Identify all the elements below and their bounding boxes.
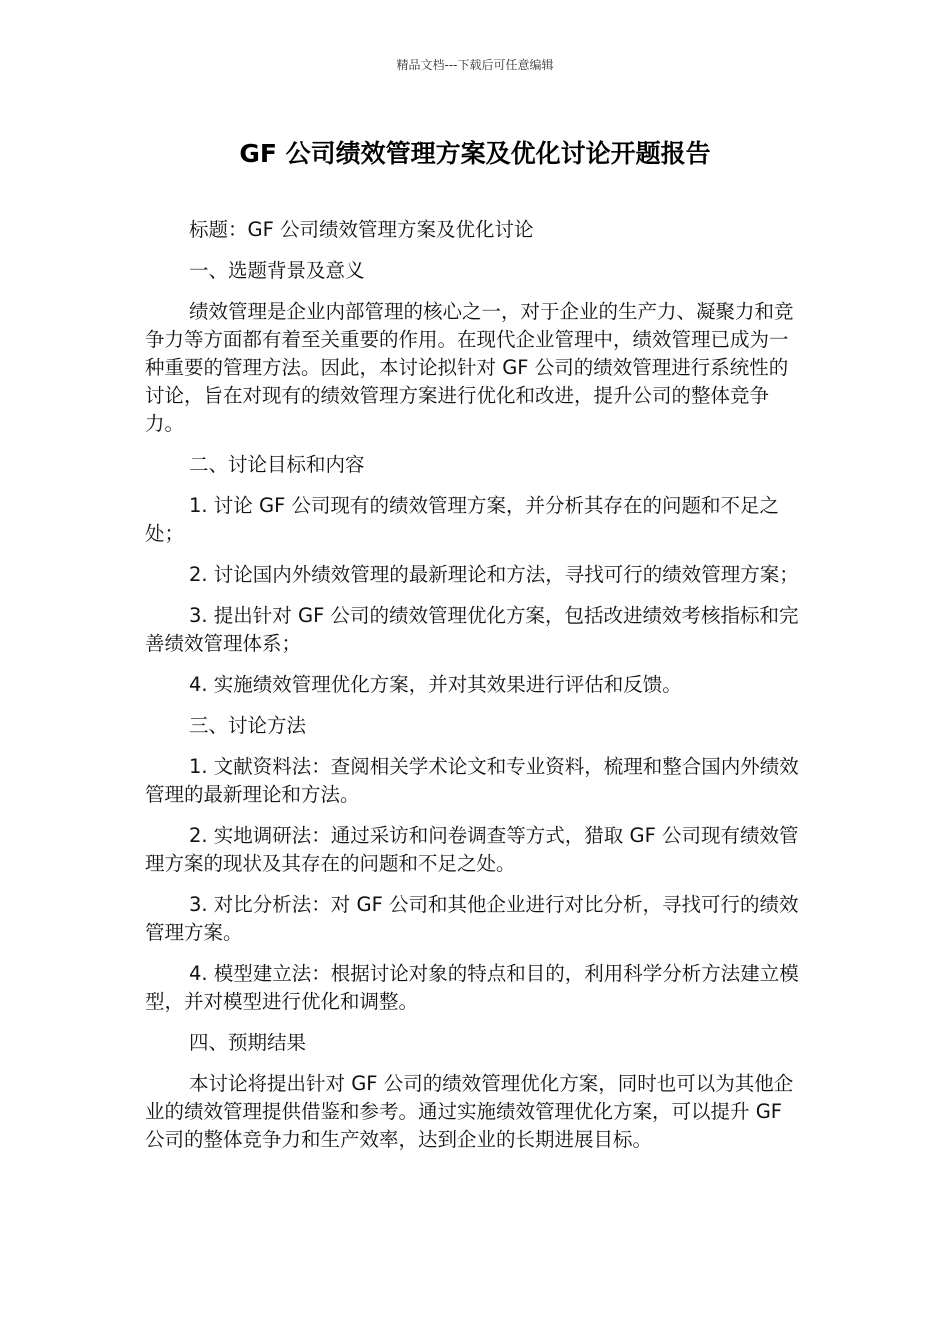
document-title: GF 公司绩效管理方案及优化讨论开题报告 <box>239 139 711 168</box>
section-heading-goals: 二、讨论目标和内容 <box>189 453 365 476</box>
goal-item-2: 2. 讨论国内外绩效管理的最新理论和方法，寻找可行的绩效管理方案； <box>189 563 799 586</box>
method-item-3: 3. 对比分析法：对 GF 公司和其他企业进行对比分析，寻找可行的绩效管理方案。 <box>145 893 799 944</box>
method-item-2: 2. 实地调研法：通过采访和问卷调查等方式，猎取 GF 公司现有绩效管理方案的现状及其存在的问题和不足之处。 <box>145 824 799 875</box>
subject-line: 标题：GF 公司绩效管理方案及优化讨论 <box>189 218 534 241</box>
method-item-4: 4. 模型建立法：根据讨论对象的特点和目的，利用科学分析方法建立模型，并对模型进行优化和调整。 <box>145 962 799 1013</box>
section-heading-background: 一、选题背景及意义 <box>189 259 365 282</box>
method-item-1: 1. 文献资料法：查阅相关学术论文和专业资料，梳理和整合国内外绩效管理的最新理论和方法。 <box>145 755 799 806</box>
goal-item-1: 1. 讨论 GF 公司现有的绩效管理方案，并分析其存在的问题和不足之处； <box>145 494 780 545</box>
section-heading-results: 四、预期结果 <box>189 1031 307 1054</box>
goal-item-4: 4. 实施绩效管理优化方案，并对其效果进行评估和反馈。 <box>189 673 682 696</box>
section-heading-methods: 三、讨论方法 <box>189 714 307 737</box>
goal-item-3: 3. 提出针对 GF 公司的绩效管理优化方案，包括改进绩效考核指标和完善绩效管理体系； <box>145 604 799 655</box>
background-paragraph: 绩效管理是企业内部管理的核心之一，对于企业的生产力、凝聚力和竞争力等方面都有着至关重要的作用。在现代企业管理中，绩效管理已成为一种重要的管理方法。因此，本讨论拟针对 GF 公司的绩效管理进行系统性的讨论，旨在对现有的绩效管理方案进行优化和改进，提升公司的整体竞争力。 <box>145 300 794 435</box>
results-paragraph: 本讨论将提出针对 GF 公司的绩效管理优化方案，同时也可以为其他企业的绩效管理提供借鉴和参考。通过实施绩效管理优化方案，可以提升 GF 公司的整体竞争力和生产效率，达到企业的长期进展目标。 <box>145 1072 794 1151</box>
page-header-watermark: 精品文档---下载后可任意编辑 <box>396 58 554 72</box>
document-body <box>145 216 807 1167</box>
